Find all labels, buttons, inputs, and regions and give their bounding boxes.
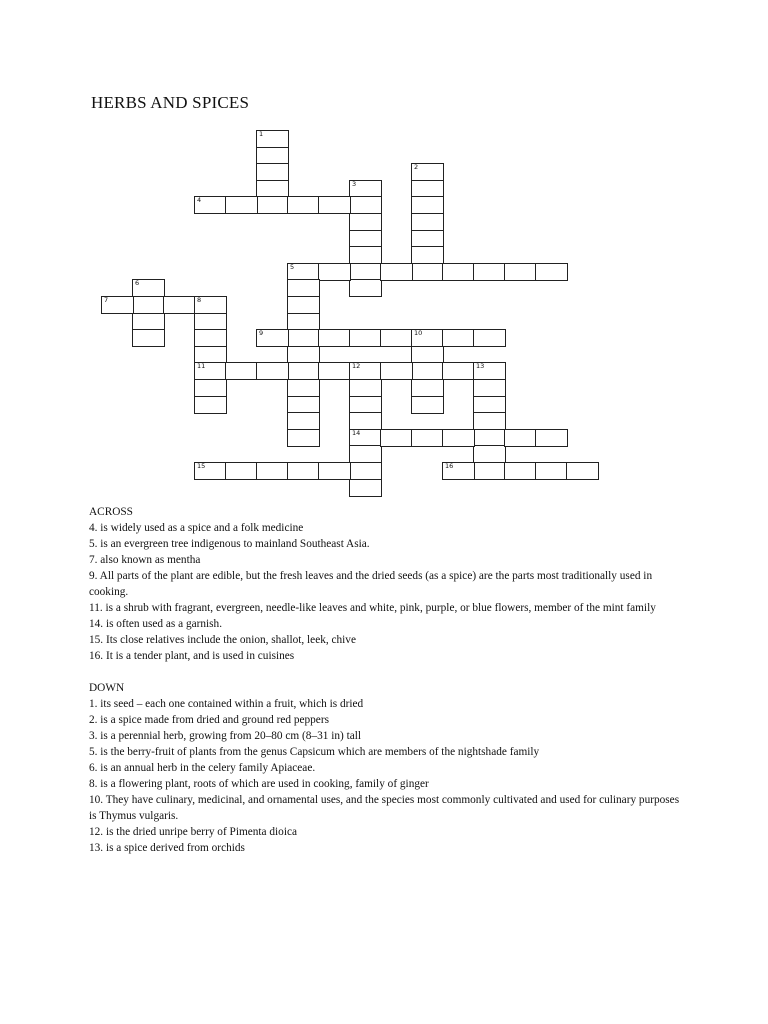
down-clue: 1. its seed – each one contained within a fruit, which is dried (89, 698, 364, 710)
down-heading: DOWN (89, 682, 125, 694)
grid-cell[interactable] (411, 213, 444, 231)
across-clue: 5. is an evergreen tree indigenous to mainland Southeast Asia. (89, 538, 370, 550)
across-clue: 15. Its close relatives include the onion, shallot, leek, chive (89, 634, 356, 646)
grid-cell[interactable] (411, 196, 444, 214)
across-clue: 11. is a shrub with fragrant, evergreen, needle-like leaves and white, pink, purple, or blue flowers, member of the mint family (89, 602, 656, 614)
grid-cell[interactable] (411, 180, 444, 198)
grid-cell[interactable] (380, 429, 413, 447)
grid-cell[interactable] (411, 346, 444, 364)
grid-cell[interactable] (411, 396, 444, 414)
grid-cell[interactable] (349, 180, 382, 198)
across-clue: 4. is widely used as a spice and a folk medicine (89, 522, 304, 534)
grid-cell[interactable] (132, 279, 165, 297)
across-heading: ACROSS (89, 506, 133, 518)
grid-cell[interactable] (380, 362, 413, 380)
grid-cell[interactable] (411, 246, 444, 264)
grid-cell[interactable] (287, 313, 320, 331)
grid-cell[interactable] (504, 263, 537, 281)
grid-cell[interactable] (349, 462, 382, 480)
crossword-grid (0, 0, 768, 500)
grid-cell[interactable] (256, 329, 289, 347)
grid-cell[interactable] (473, 445, 506, 463)
grid-cell[interactable] (473, 396, 506, 414)
grid-cell[interactable] (225, 196, 258, 214)
clue-number: 13 (476, 362, 485, 371)
grid-cell[interactable] (287, 412, 320, 430)
down-clue: 12. is the dried unripe berry of Pimenta dioica (89, 826, 297, 838)
grid-cell[interactable] (473, 329, 506, 347)
grid-cell[interactable] (287, 429, 320, 447)
grid-cell[interactable] (380, 329, 413, 347)
grid-cell[interactable] (287, 329, 320, 347)
grid-cell[interactable] (194, 196, 227, 214)
grid-cell[interactable] (194, 396, 227, 414)
down-clue: 13. is a spice derived from orchids (89, 842, 245, 854)
grid-cell[interactable] (194, 346, 227, 364)
grid-cell[interactable] (473, 263, 506, 281)
grid-cell[interactable] (473, 429, 506, 447)
grid-cell[interactable] (504, 462, 537, 480)
grid-cell[interactable] (349, 279, 382, 297)
grid-cell[interactable] (411, 379, 444, 397)
grid-cell[interactable] (256, 362, 289, 380)
clue-number: 11 (197, 362, 206, 371)
clue-number: 6 (135, 279, 140, 288)
grid-cell[interactable] (132, 329, 165, 347)
grid-cell[interactable] (349, 379, 382, 397)
clue-number: 10 (414, 329, 423, 338)
clue-number: 12 (352, 362, 361, 371)
grid-cell[interactable] (287, 346, 320, 364)
across-clue-list (89, 520, 689, 664)
grid-cell[interactable] (442, 329, 475, 347)
grid-cell[interactable] (349, 230, 382, 248)
grid-cell[interactable] (101, 296, 134, 314)
down-clue: 10. They have culinary, medicinal, and ornamental uses, and the species most commonly cultivated and used for culinary purposes is Thymus vulgaris. (89, 794, 680, 822)
grid-cell[interactable] (349, 196, 382, 214)
across-clue: 9. All parts of the plant are edible, but the fresh leaves and the dried seeds (as a spice) are the parts most traditionally used in cooking. (89, 570, 653, 598)
clue-number: 3 (352, 179, 357, 188)
grid-cell[interactable] (535, 429, 568, 447)
grid-cell[interactable] (256, 130, 289, 148)
grid-cell[interactable] (132, 296, 165, 314)
grid-cell[interactable] (287, 462, 320, 480)
grid-cell[interactable] (287, 196, 320, 214)
grid-cell[interactable] (473, 379, 506, 397)
grid-cell[interactable] (349, 445, 382, 463)
grid-cell[interactable] (287, 279, 320, 297)
grid-cell[interactable] (411, 362, 444, 380)
grid-cell[interactable] (566, 462, 599, 480)
grid-cell[interactable] (473, 412, 506, 430)
grid-cell[interactable] (194, 462, 227, 480)
down-clue: 3. is a perennial herb, growing from 20–80 cm (8–31 in) tall (89, 730, 362, 742)
across-clue: 7. also known as mentha (89, 554, 201, 566)
grid-cell[interactable] (194, 313, 227, 331)
grid-cell[interactable] (225, 362, 258, 380)
grid-cell[interactable] (411, 329, 444, 347)
clue-number: 2 (414, 163, 419, 172)
grid-cell[interactable] (318, 462, 351, 480)
grid-cell[interactable] (473, 462, 506, 480)
grid-cell[interactable] (163, 296, 196, 314)
grid-cell[interactable] (349, 429, 382, 447)
grid-cell[interactable] (442, 263, 475, 281)
grid-cell[interactable] (287, 263, 320, 281)
across-clue: 14. is often used as a garnish. (89, 618, 223, 630)
clue-number: 9 (259, 329, 264, 338)
grid-cell[interactable] (504, 429, 537, 447)
grid-cell[interactable] (256, 163, 289, 181)
grid-cell[interactable] (225, 462, 258, 480)
grid-cell[interactable] (287, 379, 320, 397)
grid-cell[interactable] (349, 479, 382, 497)
grid-cell[interactable] (349, 213, 382, 231)
grid-cell[interactable] (535, 263, 568, 281)
grid-cell[interactable] (411, 263, 444, 281)
grid-cell[interactable] (349, 329, 382, 347)
grid-cell[interactable] (349, 396, 382, 414)
down-clue-list (89, 696, 689, 856)
grid-cell[interactable] (318, 329, 351, 347)
grid-cell[interactable] (411, 230, 444, 248)
down-clue: 5. is the berry-fruit of plants from the genus Capsicum which are members of the nightshade family (89, 746, 540, 758)
grid-cell[interactable] (318, 362, 351, 380)
clue-number: 8 (197, 296, 202, 304)
grid-cell[interactable] (287, 396, 320, 414)
grid-cell[interactable] (256, 462, 289, 480)
down-clue: 6. is an annual herb in the celery family Apiaceae. (89, 762, 316, 774)
grid-cell[interactable] (256, 180, 289, 198)
across-clue: 16. It is a tender plant, and is used in cuisines (89, 650, 295, 662)
clue-number: 1 (259, 130, 264, 138)
clue-number: 15 (197, 462, 206, 470)
clues-section (89, 504, 689, 856)
grid-cell[interactable] (473, 362, 506, 380)
page-title: HERBS AND SPICES (91, 93, 250, 112)
grid-cell[interactable] (349, 412, 382, 430)
grid-cell[interactable] (535, 462, 568, 480)
grid-cell[interactable] (287, 362, 320, 380)
grid-cell[interactable] (194, 329, 227, 347)
grid-cell[interactable] (411, 163, 444, 181)
grid-cell[interactable] (194, 379, 227, 397)
grid-cell[interactable] (380, 263, 413, 281)
clue-number: 16 (445, 462, 454, 470)
grid-cell[interactable] (318, 263, 351, 281)
grid-cell[interactable] (318, 196, 351, 214)
grid-cell[interactable] (132, 313, 165, 331)
grid-cell[interactable] (442, 429, 475, 447)
clue-number: 4 (197, 196, 202, 205)
grid-cell[interactable] (256, 196, 289, 214)
grid-cell[interactable] (442, 462, 475, 480)
grid-cell[interactable] (256, 147, 289, 165)
down-clue: 2. is a spice made from dried and ground red peppers (89, 714, 329, 726)
grid-cell[interactable] (349, 362, 382, 380)
clue-number: 7 (104, 296, 109, 304)
grid-cell[interactable] (411, 429, 444, 447)
clue-number: 14 (352, 428, 361, 437)
grid-cell[interactable] (442, 362, 475, 380)
down-clue: 8. is a flowering plant, roots of which are used in cooking, family of ginger (89, 778, 429, 790)
clue-number: 5 (290, 262, 295, 271)
grid-cell[interactable] (349, 263, 382, 281)
grid-cell[interactable] (349, 246, 382, 264)
grid-cell[interactable] (287, 296, 320, 314)
grid-cell[interactable] (194, 362, 227, 380)
grid-cell[interactable] (194, 296, 227, 314)
